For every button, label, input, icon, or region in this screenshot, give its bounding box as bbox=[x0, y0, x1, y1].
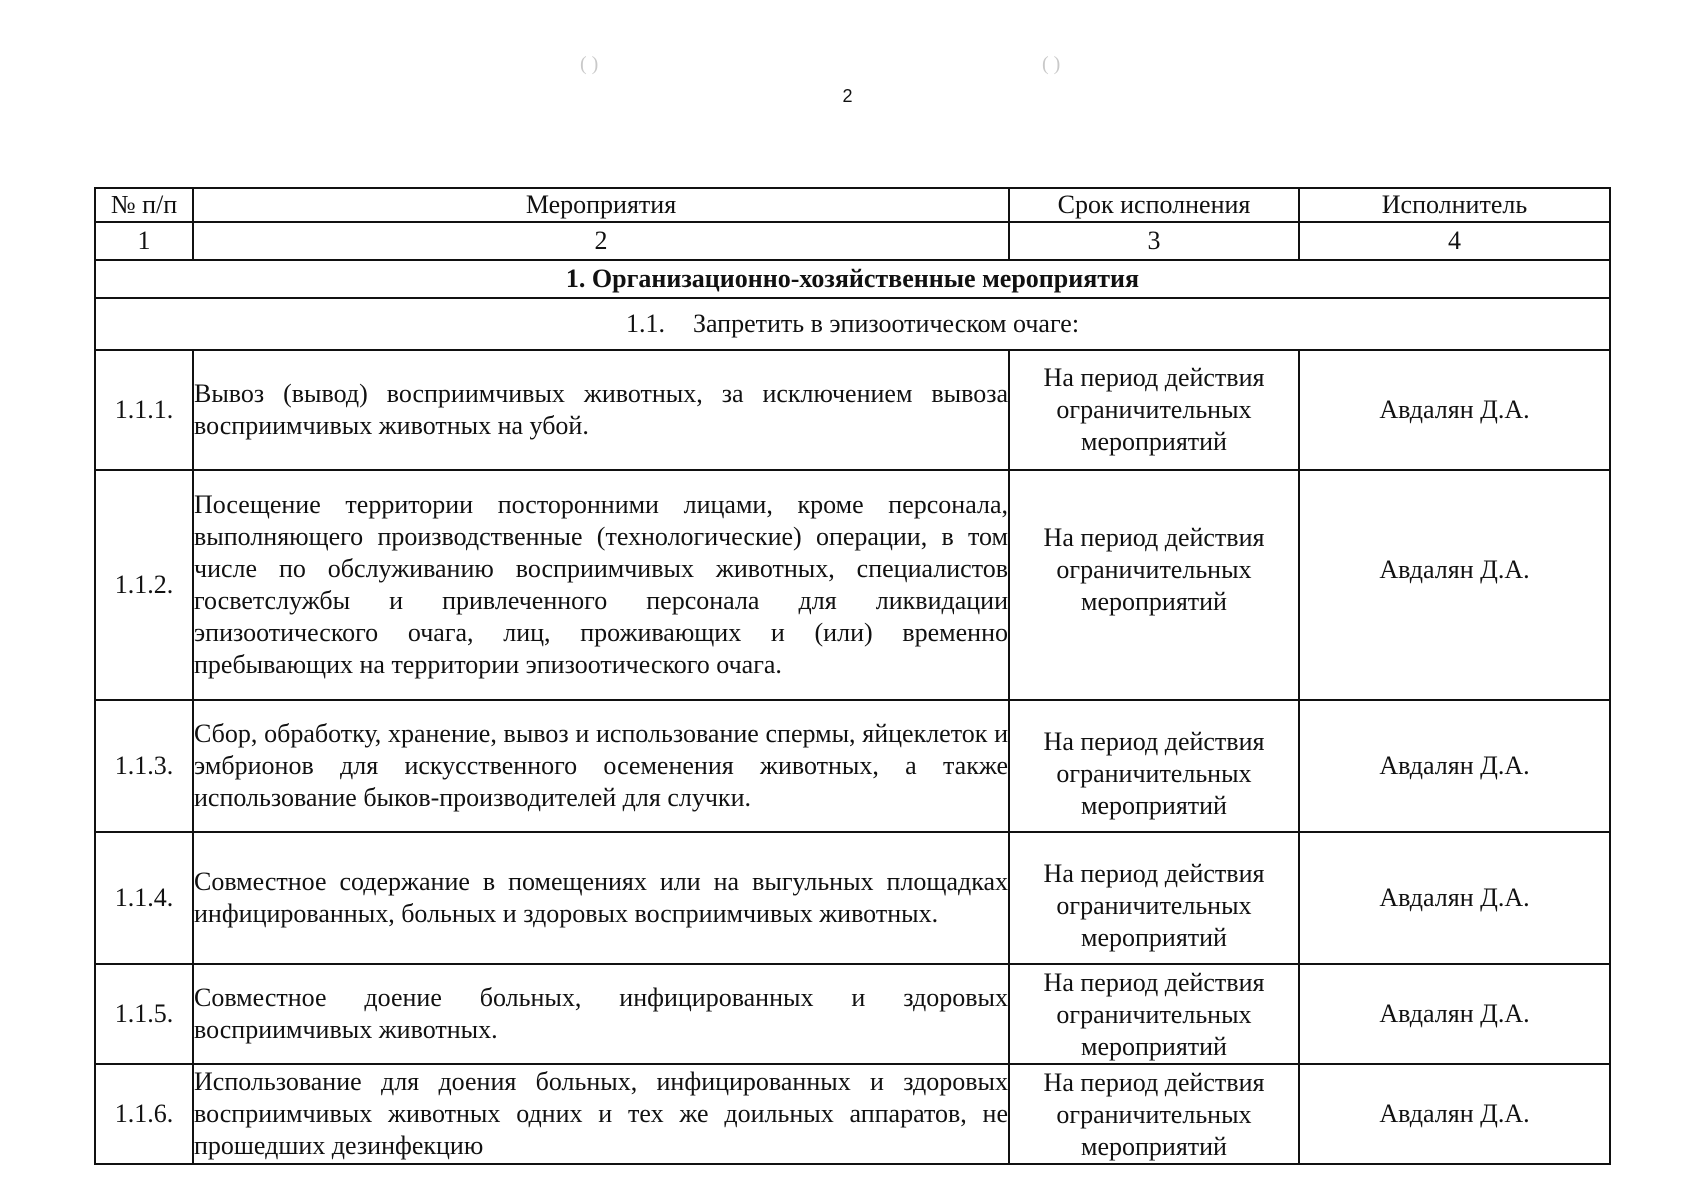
row-performer: Авдалян Д.А. bbox=[1299, 1064, 1610, 1164]
row-term-line: мероприятий bbox=[1081, 791, 1227, 820]
row-term-line: мероприятий bbox=[1081, 923, 1227, 952]
row-term-line: На период действия bbox=[1043, 968, 1265, 997]
table-row bbox=[95, 700, 1610, 832]
row-term-line: ограничительных bbox=[1056, 759, 1252, 788]
row-number: 1.1.3. bbox=[95, 700, 193, 832]
column-number: 4 bbox=[1299, 222, 1610, 260]
table-row bbox=[95, 964, 1610, 1064]
section-title: 1. Организационно-хозяйственные мероприятия bbox=[95, 260, 1610, 298]
row-term-line: ограничительных bbox=[1056, 395, 1252, 424]
header-measures: Мероприятия bbox=[193, 188, 1009, 222]
row-measure-text: Использование для доения больных, инфицированных и здоровых восприимчивых животных одних и тех же доильных аппаратов, не прошедших дезинфекцию bbox=[193, 1064, 1009, 1164]
row-term bbox=[1009, 832, 1299, 964]
table-row bbox=[95, 350, 1610, 470]
row-term bbox=[1009, 1064, 1299, 1164]
row-term bbox=[1009, 964, 1299, 1064]
section-row bbox=[95, 260, 1610, 298]
row-term-line: ограничительных bbox=[1056, 1100, 1252, 1129]
column-number: 3 bbox=[1009, 222, 1299, 260]
row-number: 1.1.6. bbox=[95, 1064, 193, 1164]
subsection-cell bbox=[95, 298, 1610, 350]
row-term-line: На период действия bbox=[1043, 1068, 1265, 1097]
row-measure-text: Сбор, обработку, хранение, вывоз и использование спермы, яйцеклеток и эмбрионов для искусственного осеменения животных, а также использование быков-производителей для случки. bbox=[193, 700, 1009, 832]
row-measure-text: Вывоз (вывод) восприимчивых животных, за исключением вывоза восприимчивых животных на убой. bbox=[193, 350, 1009, 470]
row-term-line: мероприятий bbox=[1081, 1032, 1227, 1061]
row-term-line: ограничительных bbox=[1056, 555, 1252, 584]
row-number: 1.1.4. bbox=[95, 832, 193, 964]
subsection-title: Запретить в эпизоотическом очаге: bbox=[692, 309, 1080, 338]
row-term-line: На период действия bbox=[1043, 859, 1265, 888]
row-term-line: мероприятий bbox=[1081, 1132, 1227, 1161]
row-measure-text: Совместное доение больных, инфицированных и здоровых восприимчивых животных. bbox=[193, 964, 1009, 1064]
row-performer: Авдалян Д.А. bbox=[1299, 832, 1610, 964]
column-number: 1 bbox=[95, 222, 193, 260]
row-measure-text: Совместное содержание в помещениях или на выгульных площадках инфицированных, больных и здоровых восприимчивых животных. bbox=[193, 832, 1009, 964]
row-term-line: На период действия bbox=[1043, 523, 1265, 552]
row-term-line: На период действия bbox=[1043, 363, 1265, 392]
row-number: 1.1.1. bbox=[95, 350, 193, 470]
row-number: 1.1.2. bbox=[95, 470, 193, 700]
page-number: 2 bbox=[842, 86, 853, 106]
row-performer: Авдалян Д.А. bbox=[1299, 964, 1610, 1064]
table-header-row bbox=[95, 188, 1610, 222]
row-performer: Авдалян Д.А. bbox=[1299, 350, 1610, 470]
table-row bbox=[95, 1064, 1610, 1164]
measures-table bbox=[94, 187, 1611, 1165]
row-term-line: На период действия bbox=[1043, 727, 1265, 756]
subsection-row bbox=[95, 298, 1610, 350]
subsection-number: 1.1. bbox=[625, 309, 665, 338]
table-row bbox=[95, 470, 1610, 700]
row-term-line: мероприятий bbox=[1081, 587, 1227, 616]
table-row bbox=[95, 832, 1610, 964]
header-number: № п/п bbox=[95, 188, 193, 222]
row-term-line: мероприятий bbox=[1081, 427, 1227, 456]
row-performer: Авдалян Д.А. bbox=[1299, 700, 1610, 832]
row-term-line: ограничительных bbox=[1056, 1000, 1252, 1029]
row-measure-text: Посещение территории посторонними лицами, кроме персонала, выполняющего производственные (технологические) операции, в том числе по обслуживанию восприимчивых животных, специалистов госветслужбы и привлеченного персонала для ликвидации эпизоотического очага, лиц, проживающих и (или) временно пребывающих на территории эпизоотического очага. bbox=[193, 470, 1009, 700]
column-number-row bbox=[95, 222, 1610, 260]
header-performer: Исполнитель bbox=[1299, 188, 1610, 222]
row-performer: Авдалян Д.А. bbox=[1299, 470, 1610, 700]
header-term: Срок исполнения bbox=[1009, 188, 1299, 222]
column-number: 2 bbox=[193, 222, 1009, 260]
scan-artifact-right: ( ) bbox=[1042, 53, 1061, 75]
row-term bbox=[1009, 470, 1299, 700]
row-number: 1.1.5. bbox=[95, 964, 193, 1064]
scan-artifact-left: ( ) bbox=[580, 53, 599, 75]
row-term-line: ограничительных bbox=[1056, 891, 1252, 920]
row-term bbox=[1009, 700, 1299, 832]
row-term bbox=[1009, 350, 1299, 470]
